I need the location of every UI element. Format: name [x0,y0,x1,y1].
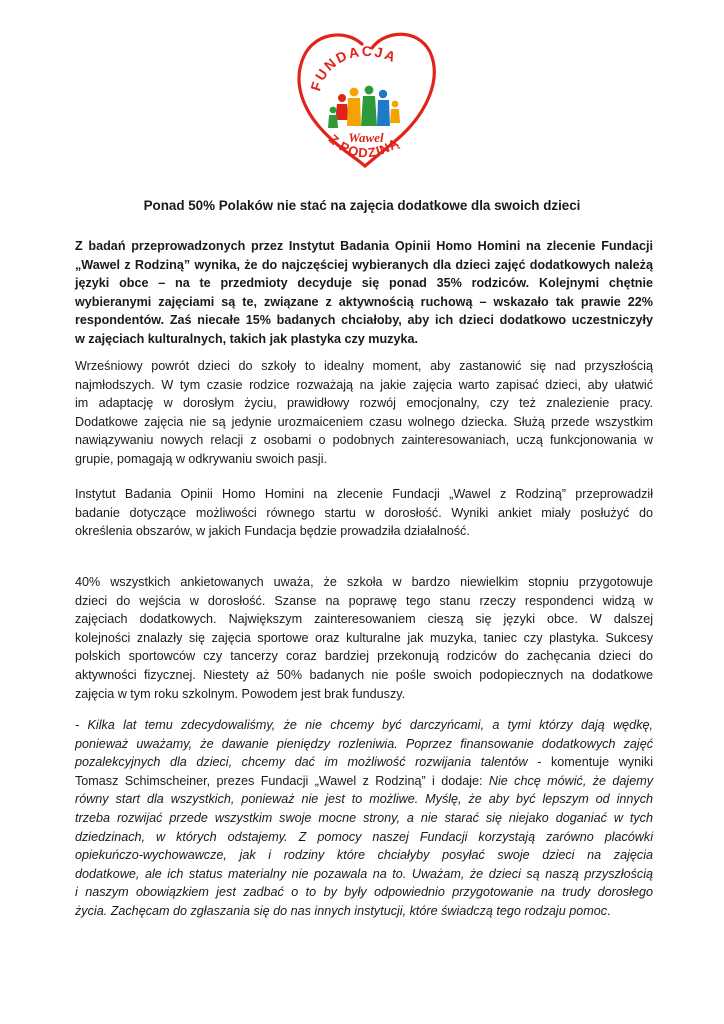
paragraph-line: polskich sportowców czy tancerzy coraz bardziej przekonują rodziców do zachęcania dzieci do [75,649,653,664]
logo-middle-text: Wawel [348,130,384,145]
quote-line: - Kilka lat temu zdecydowaliśmy, że nie chcemy być darczyńcami, a tymi którzy dają wędkę, [75,718,653,732]
logo-family-figures [328,86,400,128]
paragraph-line: im adaptację w dorosłym życiu, prawidłowy rozwój emocjonalny, czy też znalezienie pracy. [75,396,653,411]
quote-italic-fragment: pozalekcyjnych dla dzieci, chcemy dać im możliwość rozwijania talentów [75,755,528,770]
lead-line: wybieranymi zajęciami są te, związane z aktywnością ruchową – wskazało tak prawie 22% [75,294,653,309]
quote-line: równy start dla wszystkich, ponieważ nie jest to możliwe. Myślę, że aby być lepszym od innych [75,792,653,807]
quote-line: i naszym obowiązkiem jest zadbać o to by były odpowiednio przygotowanie na trudy dorosłego [75,885,653,900]
article-title: Ponad 50% Polaków nie stać na zajęcia dodatkowe dla swoich dzieci [143,198,581,213]
fundacja-wawel-logo [290,22,440,172]
lead-line: respondentów. Zaś niecałe 15% badanych chciałoby, aby ich dzieci dodatkowo uczestniczyły [75,313,653,328]
paragraph-line: grupie, pomagają w odkrywaniu swoich pasji. [75,451,328,466]
lead-line: Z badań przeprowadzonych przez Instytut Badania Opinii Homo Homini na zlecenie Fundacji [75,239,653,253]
quote-normal-fragment: Tomasz Schimscheiner, prezes Fundacji „Wawel z Rodziną” i dodaje: [75,773,489,788]
paragraph-line: nawiązywaniu nowych relacji z osobami o podobnych zainteresowaniach, uczą funkcjonowania w [75,433,653,448]
quote-normal-fragment: - komentuje wyniki [527,755,653,770]
lead-line: w zajęciach kulturalnych, takich jak plastyka czy muzyka. [75,331,418,346]
svg-text:FUNDACJA [307,43,400,93]
lead-line: języki obce – na te przedmioty decyduje się ponad 35% rodziców. Kolejnymi chętnie [75,276,653,291]
paragraph-line: Instytut Badania Opinii Homo Homini na zlecenie Fundacji „Wawel z Rodziną” przeprowadził [75,487,653,501]
paragraph-line: kolejności znalazły się zajęcia sportowe oraz kulturalne jak muzyka, taniec czy plastyka. Sukcesy [75,630,653,645]
paragraph-3 [75,573,653,703]
quote-line: dodatkowe, ale ich status materialny nie pozawala na to. Uważam, że dzieci są naszą przyszłością [75,866,653,881]
paragraph-line: najmłodszych. W tym czasie rodzice rozważają na jakie zajęcia warto zapisać dzieci, aby ułatwić [75,377,653,392]
quote-paragraph [75,716,653,921]
paragraph-line: określenia obszarów, w jakich Fundacja będzie prowadziła działalność. [75,524,470,539]
lead-line: „Wawel z Rodziną” wynika, że do najczęściej wybieranych dla dzieci zajęć dodatkowych należą [75,257,653,272]
paragraph-line: aktywności fizycznej. Niestety aż 50% badanych nie pośle swoich podopiecznych na dodatkowe [75,667,653,682]
lead-paragraph [75,237,653,349]
quote-line: dziedzinach, w których odstajemy. Z pomocy naszej Fundacji korzystają zarówno placówki [75,829,653,844]
paragraph-line: Dodatkowe zajęcia nie są jedynie urozmaiceniem czasu wolnego dziecka. Służą przede wszystkim [75,414,653,429]
paragraph-1 [75,357,653,469]
paragraph-line: zajęcia w tym roku szkolnym. Powodem jest brak funduszy. [75,686,406,701]
quote-line [75,772,653,791]
paragraph-line: zajęciach dodatkowych. Największym zainteresowaniem cieszą się języki obce. W dalszej [75,612,653,627]
paragraph-line: Wrześniowy powrót dzieci do szkoły to idealny moment, aby zastanowić się nad przyszłością [75,359,653,373]
quote-line: trzeba rozwijać przede wszystkim swoje mocne strony, a nie starać się niejako doganiać w tych [75,810,653,825]
quote-line: opiekuńczo-wychowawcze, jak i rodziny które chciałyby posyłać swoje dzieci na zajęcia [75,848,653,863]
quote-italic-fragment: Nie chcę mówić, że dajemy [488,773,653,788]
paragraph-2 [75,485,653,541]
paragraph-line: 40% wszystkich ankietowanych uważa, że szkoła w bardzo niewielkim stopniu przygotowuje [75,575,653,589]
quote-line [75,902,653,921]
paragraph-line: badanie dotyczące możliwości równego startu w dorosłość. Wyniki ankiet miały posłużyć do [75,505,653,520]
quote-line: ponieważ uważamy, że dawanie pieniędzy rozleniwia. Poprzez finansowanie dodatkowych zajęć [75,736,653,751]
quote-line [75,753,653,772]
quote-normal-fragment: . [607,903,611,918]
heart-logo-icon [290,22,440,172]
logo-top-text: FUNDACJA [307,42,400,93]
paragraph-line: dzieci do wejścia w dorosłość. Szanse na poprawę tego stanu rzeczy respondenci widzą w [75,593,653,608]
quote-italic-fragment: życia. Zachęcam do zgłaszania się do nas innych instytucji, które świadczą tego rodzaju pomoc [75,903,607,918]
logo-bottom-text: Z RODZINĄ [325,131,402,161]
